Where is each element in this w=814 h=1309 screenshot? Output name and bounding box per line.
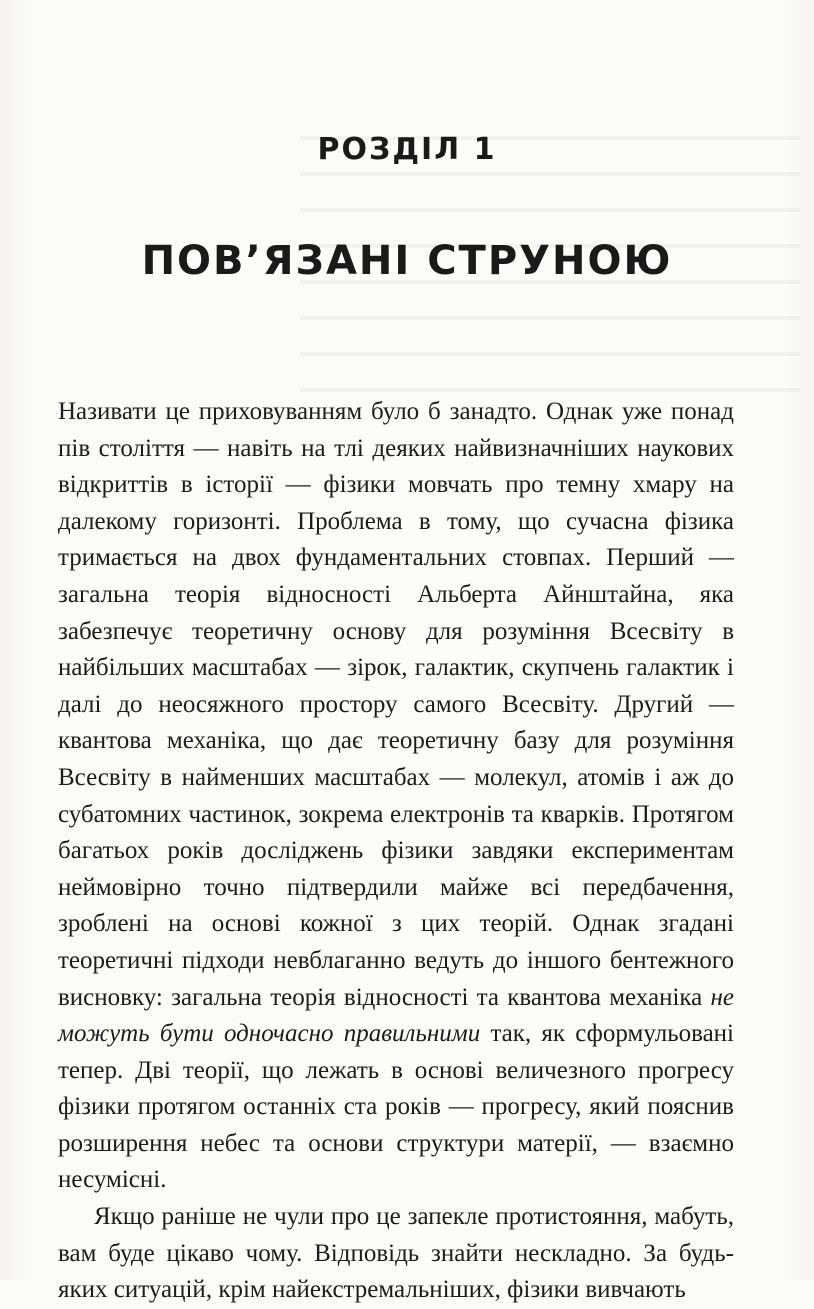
emphasis-text: не можуть бути одночасно правильними <box>58 983 734 1048</box>
paragraph-2: Якщо раніше не чули про це запекле протистояння, мабуть, вам буде цікаво чому. Відповідь знайти нескладно. За будь-яких ситуацій, крім найекстремальніших, фізики вивчають <box>58 1203 734 1304</box>
body-text <box>58 394 734 1309</box>
chapter-title: ПОВ’ЯЗАНІ СТРУНОЮ <box>141 238 673 284</box>
paragraph-1 <box>58 394 734 1199</box>
paragraph-1-part-1: Називати це приховуванням було б занадто. Однак уже понад пів століття — навіть на тлі деяких найвизначніших наукових відкриттів в історії — фізики мовчать про темну хмару на далекому горизонті. Проблема в тому, що сучасна фізика тримається на двох фундаментальних стовпах. Перший — загальна теорія відносності Альберта Айнштайна, яка забезпечує теоретичну основу для розуміння Всесвіту в найбільших масштабах — зірок, галактик, скупчень галактик і далі до неосяжного простору самого Всесвіту. Другий — квантова механіка, що дає теоретичну базу для розуміння Всесвіту в найменших масштабах — молекул, атомів і аж до субатомних частинок, зокрема електронів та кварків. Протягом багатьох років досліджень фізики завдяки експериментам неймовірно точно підтвердили майже всі передбачення, зроблені на основі кожної з цих теорій. Однак згадані теоретичні підходи невблаганно ведуть до іншого бентежного висновку: загальна теорія відносності та квантова механіка <box>58 398 734 1011</box>
chapter-number: РОЗДІЛ 1 <box>317 132 497 167</box>
paragraph-1-part-2: так, як сформульовані тепер. Дві теорії, що лежать в основі величезного прогресу фізики протягом останніх ста років — прогресу, який пояснив розширення небес та основи структури матерії, — взаємно несумісні. <box>58 1020 734 1194</box>
